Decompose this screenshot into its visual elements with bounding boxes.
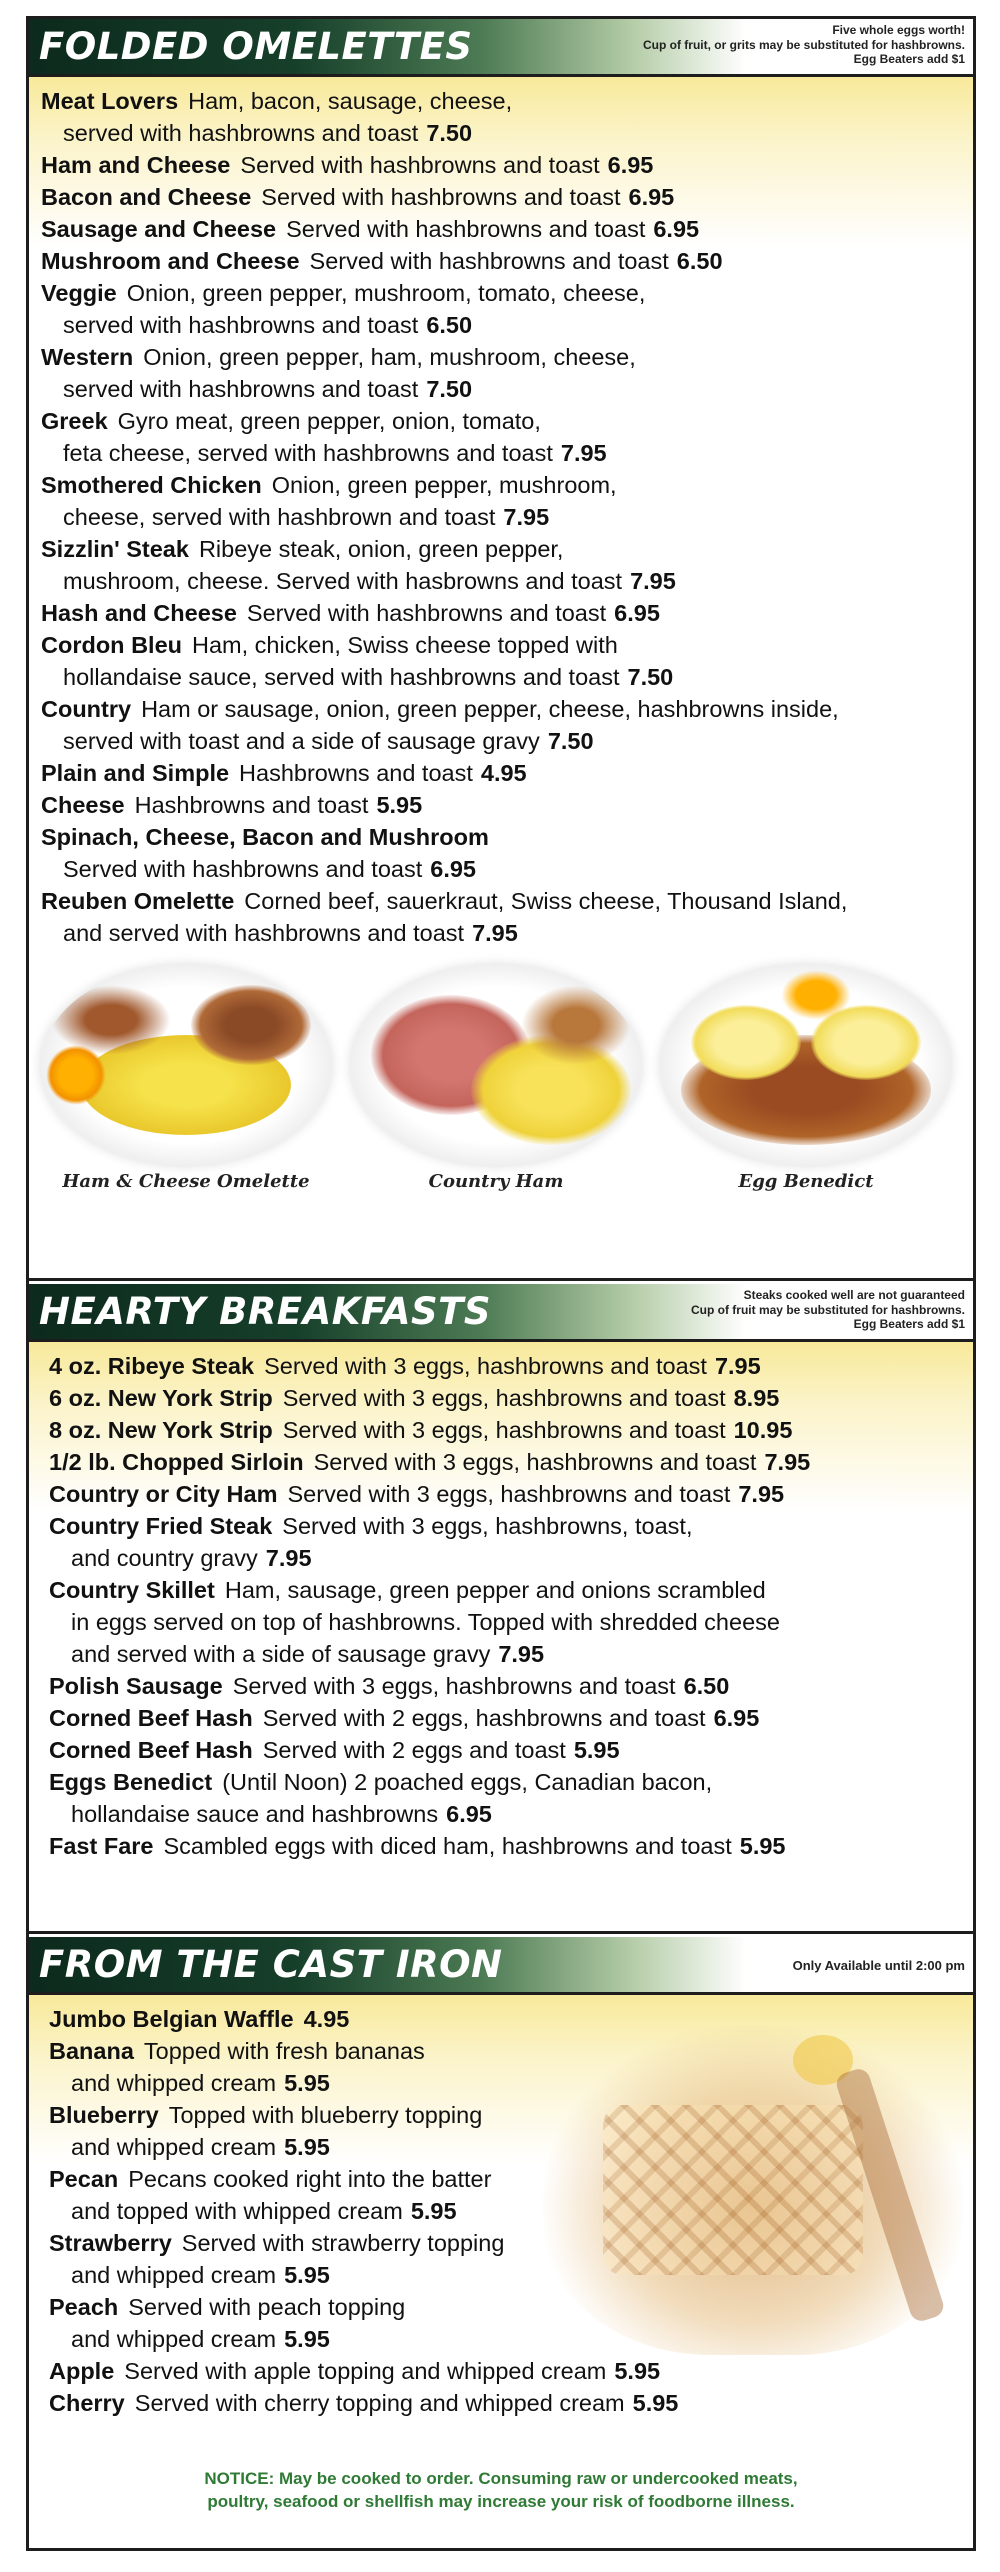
menu-item: Blueberry Topped with blueberry topping and whipped cream 5.95 <box>49 2102 483 2160</box>
menu-list <box>29 77 973 949</box>
note-line: Five whole eggs worth! <box>832 23 965 37</box>
section-title: FROM THE CAST IRON <box>39 1943 503 1986</box>
menu-item: Country or City Ham Served with 3 eggs, hashbrowns and toast 7.95 <box>49 1481 785 1507</box>
note-line: Egg Beaters add $1 <box>853 1317 965 1331</box>
menu-item: Greek Gyro meat, green pepper, onion, tomato, feta cheese, served with hashbrowns and toast 7.95 <box>41 408 607 466</box>
note-line: Only Available until 2:00 pm <box>792 1958 965 1973</box>
hearty-header <box>29 1284 973 1342</box>
menu-item: Bacon and Cheese Served with hashbrowns and toast 6.95 <box>41 184 675 210</box>
note-line: Egg Beaters add $1 <box>853 52 965 66</box>
menu-item: Spinach, Cheese, Bacon and Mushroom Served with hashbrowns and toast 6.95 <box>41 824 489 882</box>
menu-item: Veggie Onion, green pepper, mushroom, tomato, cheese, served with hashbrowns and toast 6.50 <box>41 280 646 338</box>
photo-strip <box>29 959 973 1209</box>
menu-item: Peach Served with peach topping and whipped cream 5.95 <box>49 2294 406 2352</box>
menu-item: 1/2 lb. Chopped Sirloin Served with 3 eggs, hashbrowns and toast 7.95 <box>49 1449 811 1475</box>
menu-item: Apple Served with apple topping and whipped cream 5.95 <box>49 2358 661 2384</box>
menu-item: 4 oz. Ribeye Steak Served with 3 eggs, hashbrowns and toast 7.95 <box>49 1353 761 1379</box>
menu-item: 6 oz. New York Strip Served with 3 eggs, hashbrowns and toast 8.95 <box>49 1385 780 1411</box>
menu-item: Eggs Benedict (Until Noon) 2 poached eggs, Canadian bacon, hollandaise sauce and hashbrowns 6.95 <box>49 1769 713 1827</box>
section-note <box>643 23 965 67</box>
menu-item: Country Ham or sausage, onion, green pepper, cheese, hashbrowns inside, served with toast and a side of sausage gravy 7.50 <box>41 696 839 754</box>
hearty-body <box>29 1342 973 1931</box>
menu-item: Reuben Omelette Corned beef, sauerkraut, Swiss cheese, Thousand Island, and served with hashbrowns and toast 7.95 <box>41 888 848 946</box>
note-line: Cup of fruit may be substituted for hashbrowns. <box>690 1302 965 1317</box>
egg-benedict-photo <box>661 965 951 1165</box>
omelettes-section <box>29 19 973 1281</box>
health-notice <box>29 2467 973 2513</box>
country-ham-photo <box>351 965 641 1165</box>
menu-item: Corned Beef Hash Served with 2 eggs, hashbrowns and toast 6.95 <box>49 1705 760 1731</box>
menu-list <box>29 1995 973 2419</box>
menu-item: Polish Sausage Served with 3 eggs, hashbrowns and toast 6.50 <box>49 1673 730 1699</box>
menu-item: Cordon Bleu Ham, chicken, Swiss cheese topped with hollandaise sauce, served with hashbrowns and toast 7.50 <box>41 632 674 690</box>
section-title: HEARTY BREAKFASTS <box>39 1290 492 1333</box>
menu-item: Mushroom and Cheese Served with hashbrowns and toast 6.50 <box>41 248 723 274</box>
menu-item: Western Onion, green pepper, ham, mushroom, cheese, served with hashbrowns and toast 7.50 <box>41 344 636 402</box>
omelette-photo <box>41 965 331 1165</box>
menu-list <box>29 1342 973 1862</box>
menu-item: Jumbo Belgian Waffle 4.95 <box>49 2006 350 2032</box>
photo-caption: Ham & Cheese Omelette <box>62 1171 310 1192</box>
omelettes-header <box>29 19 973 77</box>
menu-item: 8 oz. New York Strip Served with 3 eggs, hashbrowns and toast 10.95 <box>49 1417 793 1443</box>
hearty-section <box>29 1284 973 1934</box>
cast-iron-body <box>29 1995 973 2548</box>
menu-item: Ham and Cheese Served with hashbrowns and toast 6.95 <box>41 152 654 178</box>
menu-item: Strawberry Served with strawberry topping and whipped cream 5.95 <box>49 2230 505 2288</box>
note-line: Cup of fruit, or grits may be substituted for hashbrowns. <box>642 37 965 52</box>
section-note <box>793 1959 965 1974</box>
section-note <box>691 1288 965 1332</box>
photo-caption: Country Ham <box>428 1171 564 1192</box>
menu-item: Cherry Served with cherry topping and whipped cream 5.95 <box>49 2390 679 2416</box>
menu-item: Corned Beef Hash Served with 2 eggs and toast 5.95 <box>49 1737 620 1763</box>
menu-item: Plain and Simple Hashbrowns and toast 4.95 <box>41 760 527 786</box>
menu-item: Fast Fare Scambled eggs with diced ham, hashbrowns and toast 5.95 <box>49 1833 786 1859</box>
menu-item: Country Skillet Ham, sausage, green pepper and onions scrambled in eggs served on top of hashbrowns. Topped with shredded cheese and served with a side of sausage gravy 7.95 <box>49 1577 780 1667</box>
menu-item: Meat Lovers Ham, bacon, sausage, cheese, served with hashbrowns and toast 7.50 <box>41 88 513 146</box>
note-line: Steaks cooked well are not guaranteed <box>743 1288 965 1302</box>
menu-item: Pecan Pecans cooked right into the batter and topped with whipped cream 5.95 <box>49 2166 492 2224</box>
menu-item: Country Fried Steak Served with 3 eggs, hashbrowns, toast, and country gravy 7.95 <box>49 1513 693 1571</box>
cast-iron-section <box>29 1937 973 2548</box>
menu-item: Sausage and Cheese Served with hashbrowns and toast 6.95 <box>41 216 700 242</box>
omelettes-body <box>29 77 973 1278</box>
menu-item: Cheese Hashbrowns and toast 5.95 <box>41 792 423 818</box>
menu-item: Sizzlin' Steak Ribeye steak, onion, green pepper, mushroom, cheese. Served with hasbrowns and toast 7.95 <box>41 536 676 594</box>
section-title: FOLDED OMELETTES <box>39 25 473 68</box>
notice-line: poultry, seafood or shellfish may increase your risk of foodborne illness. <box>207 2492 795 2511</box>
menu-item: Smothered Chicken Onion, green pepper, mushroom, cheese, served with hashbrown and toast 7.95 <box>41 472 617 530</box>
menu-page <box>26 16 976 2551</box>
menu-item: Hash and Cheese Served with hashbrowns and toast 6.95 <box>41 600 660 626</box>
menu-item: Banana Topped with fresh bananas and whipped cream 5.95 <box>49 2038 425 2096</box>
photo-caption: Egg Benedict <box>738 1171 874 1192</box>
notice-line: NOTICE: May be cooked to order. Consuming raw or undercooked meats, <box>204 2469 798 2488</box>
cast-iron-header <box>29 1937 973 1995</box>
